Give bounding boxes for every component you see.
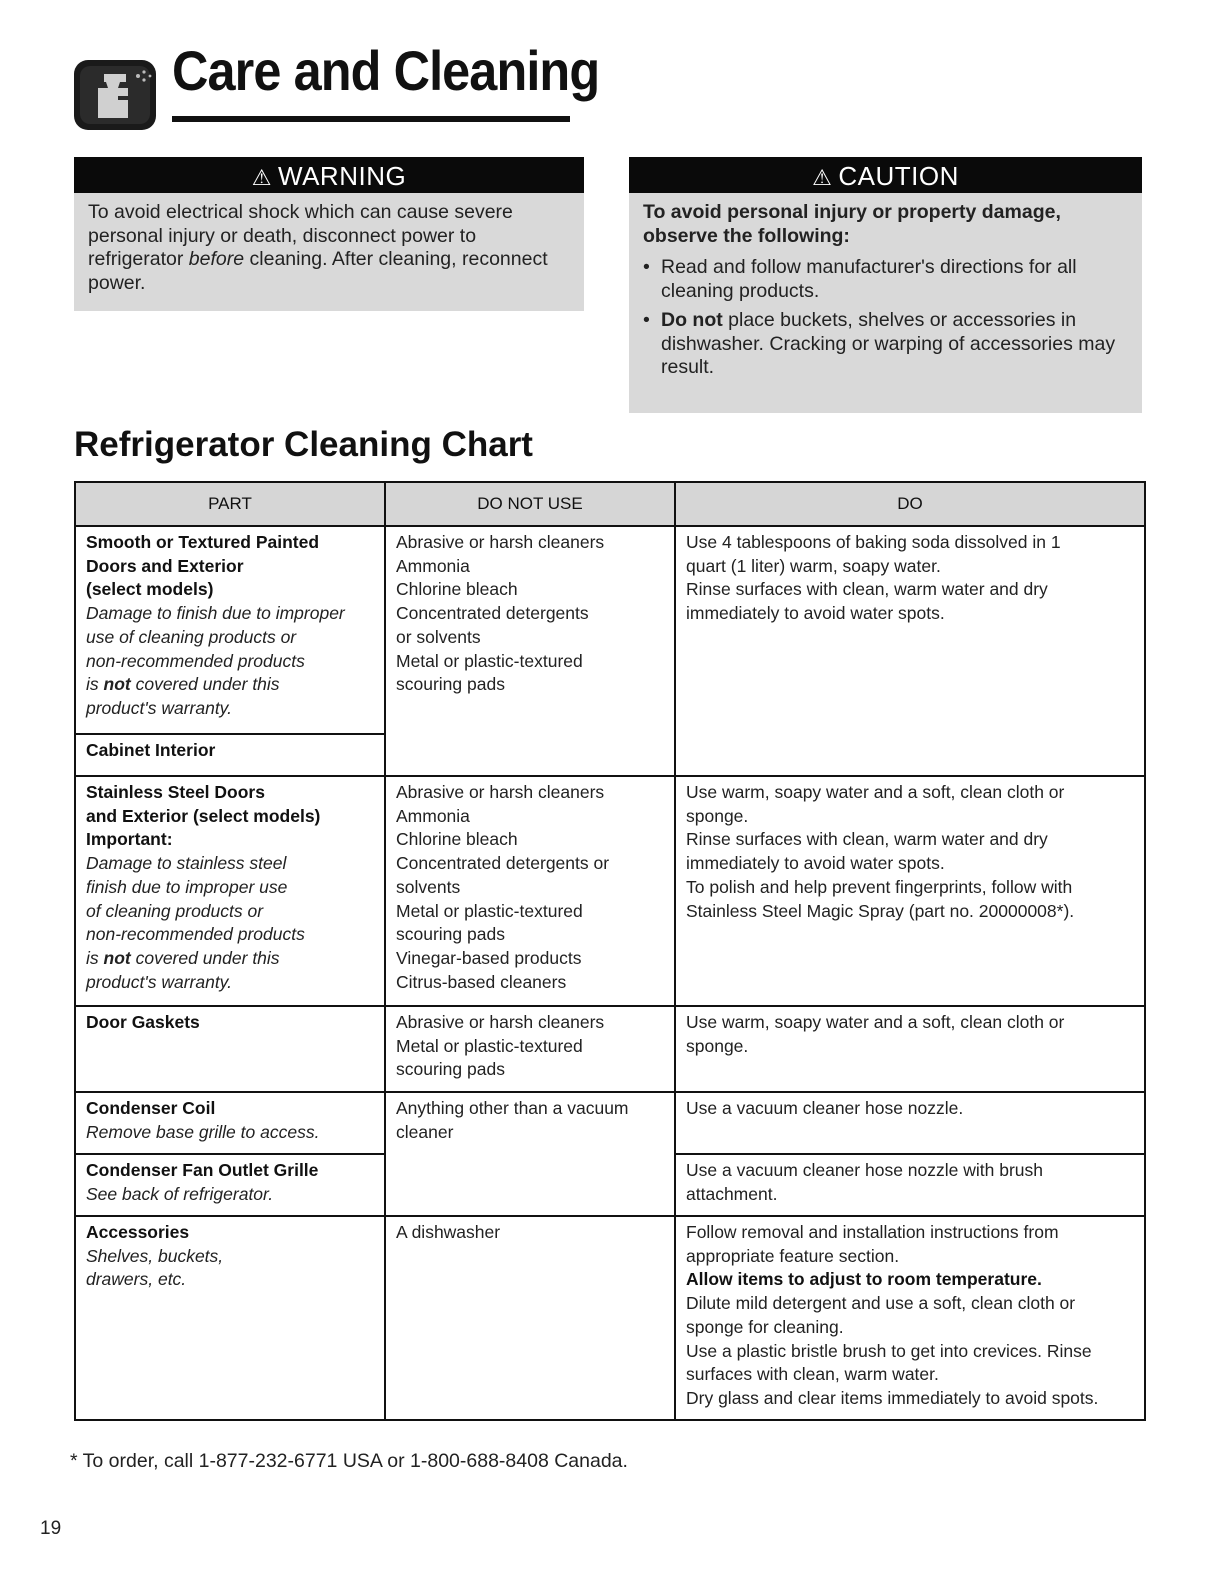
- do-cell: [675, 776, 1145, 1006]
- do-item: surfaces with clean, warm water.: [686, 1364, 939, 1385]
- part-note: drawers, etc.: [86, 1269, 187, 1290]
- part-name: Stainless Steel Doors: [86, 782, 265, 802]
- do-item: immediately to avoid water spots.: [686, 853, 945, 874]
- do-not-use-cell: [385, 1216, 675, 1420]
- title-underline: [172, 116, 570, 122]
- part-cell: [75, 1006, 385, 1092]
- column-header-do: DO: [675, 482, 1145, 526]
- do-not-use-item: solvents: [396, 876, 461, 897]
- do-not-use-cell: [385, 526, 675, 776]
- caution-heading: CAUTION: [838, 161, 959, 191]
- caution-list: [643, 256, 1128, 380]
- warning-heading: WARNING: [278, 161, 407, 191]
- caution-text: [629, 193, 1142, 396]
- part-note-text: covered under this: [130, 674, 280, 695]
- warning-box: [74, 157, 584, 311]
- part-cell: [75, 1092, 385, 1154]
- do-not-use-item: Chlorine bleach: [396, 579, 518, 600]
- table-row: [75, 1092, 1145, 1154]
- caution-lead: To avoid personal injury or property damage, observe the following:: [643, 201, 1061, 247]
- part-cell: [75, 1154, 385, 1216]
- warning-text: [74, 193, 584, 305]
- part-name: Door Gaskets: [86, 1012, 200, 1032]
- do-item: Stainless Steel Magic Spray (part no. 20000008*).: [686, 900, 1075, 921]
- do-not-use-item: Anything other than a vacuum: [396, 1098, 629, 1118]
- bullet-icon: •: [643, 256, 650, 278]
- warning-triangle-icon: ⚠: [251, 165, 273, 190]
- part-cell: [75, 734, 385, 776]
- do-item: Rinse surfaces with clean, warm water and dry: [686, 829, 1048, 850]
- do-cell: [675, 526, 1145, 776]
- part-note-bold: not: [103, 947, 131, 968]
- column-header-do-not-use: DO NOT USE: [385, 482, 675, 526]
- table-row: [75, 776, 1145, 1006]
- caution-triangle-icon: ⚠: [812, 165, 833, 190]
- do-not-use-item: Abrasive or harsh cleaners: [396, 532, 605, 552]
- do-not-use-item: Metal or plastic-textured: [396, 1035, 583, 1056]
- part-cell: [75, 526, 385, 734]
- part-note: Damage to finish due to improper: [86, 603, 345, 624]
- do-item: Use warm, soapy water and a soft, clean cloth or: [686, 1012, 1065, 1032]
- part-name: and Exterior (select models): [86, 805, 321, 826]
- do-not-use-cell: [385, 776, 675, 1006]
- do-item: attachment.: [686, 1183, 778, 1204]
- cleaning-chart-table: [74, 481, 1146, 1421]
- do-item: Rinse surfaces with clean, warm water and dry: [686, 579, 1048, 600]
- caution-item: [643, 256, 1128, 303]
- part-note-text: is: [86, 947, 104, 968]
- do-not-use-item: Ammonia: [396, 555, 470, 576]
- do-not-use-item: Metal or plastic-textured: [396, 900, 583, 921]
- caution-box: [629, 157, 1142, 413]
- do-not-use-cell: [385, 1092, 675, 1216]
- do-item: Use a plastic bristle brush to get into crevices. Rinse: [686, 1340, 1092, 1361]
- part-name: (select models): [86, 579, 214, 600]
- do-not-use-item: Abrasive or harsh cleaners: [396, 1012, 605, 1032]
- part-note: non-recommended products: [86, 924, 305, 945]
- caution-header: [629, 157, 1142, 193]
- do-not-use-item: scouring pads: [396, 674, 505, 695]
- do-item: sponge.: [686, 1035, 749, 1056]
- part-note-text: covered under this: [130, 947, 280, 968]
- do-item-bold: Allow items to adjust to room temperature.: [686, 1269, 1042, 1290]
- part-note: non-recommended products: [86, 650, 305, 671]
- do-not-use-item: Concentrated detergents or: [396, 853, 610, 874]
- do-not-use-item: Vinegar-based products: [396, 947, 582, 968]
- column-header-part: PART: [75, 482, 385, 526]
- do-item: Dilute mild detergent and use a soft, clean cloth or: [686, 1293, 1076, 1314]
- table-row: [75, 526, 1145, 734]
- do-item: Follow removal and installation instructions from: [686, 1222, 1059, 1242]
- part-note: [86, 947, 374, 971]
- part-note: Damage to stainless steel: [86, 853, 287, 874]
- part-name: Condenser Coil: [86, 1098, 216, 1118]
- do-not-use-item: Chlorine bleach: [396, 829, 518, 850]
- page-number: 19: [40, 1518, 62, 1539]
- part-name: Doors and Exterior: [86, 555, 244, 576]
- footnote: * To order, call 1-877-232-6771 USA or 1-800-688-8408 Canada.: [70, 1450, 628, 1472]
- do-item: sponge for cleaning.: [686, 1316, 844, 1337]
- caution-item-text: Read and follow manufacturer's directions for all cleaning products.: [661, 256, 1077, 302]
- do-not-use-item: scouring pads: [396, 1059, 505, 1080]
- do-cell: [675, 1006, 1145, 1092]
- do-not-use-item: Abrasive or harsh cleaners: [396, 782, 605, 802]
- do-not-use-cell: [385, 1006, 675, 1092]
- part-note: product's warranty.: [86, 971, 232, 992]
- part-name: Important:: [86, 829, 173, 850]
- do-item: Dry glass and clear items immediately to avoid spots.: [686, 1387, 1099, 1408]
- do-not-use-item: Ammonia: [396, 805, 470, 826]
- part-note: Remove base grille to access.: [86, 1121, 320, 1142]
- do-item: To polish and help prevent fingerprints, follow with: [686, 876, 1073, 897]
- do-not-use-item: scouring pads: [396, 924, 505, 945]
- do-cell: [675, 1216, 1145, 1420]
- do-not-use-item: Concentrated detergents: [396, 603, 589, 624]
- section-title: Refrigerator Cleaning Chart: [74, 425, 533, 464]
- warning-emphasis: before: [188, 248, 245, 270]
- bullet-icon: •: [643, 309, 650, 331]
- do-item: Use warm, soapy water and a soft, clean cloth or: [686, 782, 1065, 802]
- page-title: Care and Cleaning: [172, 39, 600, 102]
- do-item: appropriate feature section.: [686, 1245, 900, 1266]
- warning-header: [74, 157, 584, 193]
- table-header-row: [75, 482, 1145, 526]
- do-not-use-item: Metal or plastic-textured: [396, 650, 583, 671]
- do-cell: [675, 1154, 1145, 1216]
- part-name: Condenser Fan Outlet Grille: [86, 1160, 319, 1180]
- part-cell: [75, 776, 385, 1006]
- part-note: Shelves, buckets,: [86, 1245, 224, 1266]
- do-not-use-item: cleaner: [396, 1121, 454, 1142]
- caution-item-text: place buckets, shelves or accessories in dishwasher. Cracking or warping of accessories may result.: [661, 309, 1116, 378]
- part-name: Cabinet Interior: [86, 740, 216, 760]
- part-name: Accessories: [86, 1222, 190, 1242]
- caution-item-bold: Do not: [661, 309, 723, 331]
- part-note: product's warranty.: [86, 697, 232, 718]
- do-not-use-item: or solvents: [396, 626, 481, 647]
- do-cell: [675, 1092, 1145, 1154]
- part-name: Smooth or Textured Painted: [86, 532, 320, 552]
- warning-text-part: cleaning. After cleaning, reconnect power.: [88, 248, 548, 294]
- do-item: immediately to avoid water spots.: [686, 603, 945, 624]
- table-row: [75, 1006, 1145, 1092]
- part-cell: [75, 1216, 385, 1420]
- do-item: sponge.: [686, 805, 749, 826]
- part-note: of cleaning products or: [86, 900, 264, 921]
- do-not-use-item: A dishwasher: [396, 1222, 501, 1242]
- do-item: Use a vacuum cleaner hose nozzle with brush: [686, 1160, 1043, 1180]
- do-item: quart (1 liter) warm, soapy water.: [686, 555, 941, 576]
- do-item: Use a vacuum cleaner hose nozzle.: [686, 1098, 964, 1118]
- part-note-bold: not: [103, 674, 131, 695]
- part-note: finish due to improper use: [86, 876, 288, 897]
- part-note: [86, 673, 374, 697]
- caution-item: [643, 309, 1128, 380]
- part-note: use of cleaning products or: [86, 626, 297, 647]
- part-note: See back of refrigerator.: [86, 1183, 274, 1204]
- do-item: Use 4 tablespoons of baking soda dissolved in 1: [686, 532, 1061, 552]
- part-note-text: is: [86, 674, 104, 695]
- warning-text-part: To avoid electrical shock which can cause severe personal injury or death, disconnect power to refrigerator: [88, 201, 513, 270]
- do-not-use-item: Citrus-based cleaners: [396, 971, 567, 992]
- spray-bottle-icon: [74, 60, 156, 130]
- table-row: [75, 1216, 1145, 1420]
